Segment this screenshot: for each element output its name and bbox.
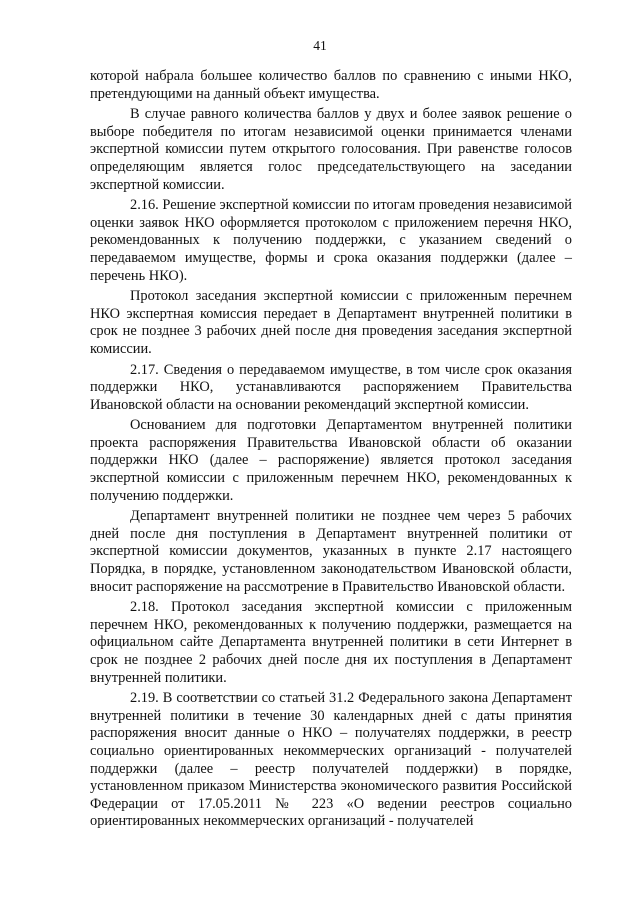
paragraph-equal-scores: В случае равного количества баллов у двух и более заявок решение о выборе победителя по итогам независимой оценки принимается членами экспертной комиссии путем открытого голосования. При равенстве голосов определяющим является голос председательствующего на заседании экспертной комиссии. xyxy=(90,106,572,193)
paragraph-2-17: 2.17. Сведения о передаваемом имуществе, в том числе срок оказания поддержки НКО, устанавливаются распоряжением Правительства Ивановской области на основании рекомендаций экспертной комиссии. xyxy=(90,361,572,413)
paragraph-continuation: которой набрала большее количество баллов по сравнению с иными НКО, претендующими на данный объект имущества. xyxy=(90,68,572,102)
paragraph-protocol-transfer: Протокол заседания экспертной комиссии с приложенным перечнем НКО экспертная комиссия передает в Департамент внутренней политики в срок не позднее 3 рабочих дней после дня проведения заседания экспертной комиссии. xyxy=(90,288,572,357)
paragraph-department-deadline: Департамент внутренней политики не позднее чем через 5 рабочих дней после дня поступления в Департамент внутренней политики от экспертной комиссии документов, указанных в пункте 2.17 настоящего Порядка, в порядке, установленном законодательством Ивановской области, вносит распоряжение на рассмотрение в Правительство Ивановской области. xyxy=(90,508,572,595)
paragraph-basis-for-order: Основанием для подготовки Департаментом внутренней политики проекта распоряжения Правительства Ивановской области об оказании поддержки НКО (далее – распоряжение) является протокол заседания экспертной комиссии с приложенным перечнем НКО, рекомендованных к получению поддержки. xyxy=(90,417,572,504)
page-number: 41 xyxy=(313,38,327,53)
paragraph-2-19: 2.19. В соответствии со статьей 31.2 Федерального закона Департамент внутренней политики в течение 30 календарных дней с даты принятия распоряжения вносит данные о НКО – получателях поддержки, в реестр социально ориентированных некоммерческих организаций - получателей поддержки (далее – реестр получателей поддержки) в порядке, установленном приказом Министерства экономического развития Российской Федерации от 17.05.2011 № 223 «О ведении реестров социально ориентированных некоммерческих организаций - получателей xyxy=(90,690,572,830)
paragraph-2-16: 2.16. Решение экспертной комиссии по итогам проведения независимой оценки заявок НКО оформляется протоколом с приложением перечня НКО, рекомендованных к получению поддержки, с указанием сведений о передаваемом имуществе, формы и срока оказания поддержки (далее – перечень НКО). xyxy=(90,197,572,284)
paragraph-2-18: 2.18. Протокол заседания экспертной комиссии с приложенным перечнем НКО, рекомендованных к получению поддержки, размещается на официальном сайте Департамента внутренней политики в сети Интернет в срок не позднее 2 рабочих дней после дня их поступления в Департамент внутренней политики. xyxy=(90,599,572,686)
document-body xyxy=(90,68,572,834)
